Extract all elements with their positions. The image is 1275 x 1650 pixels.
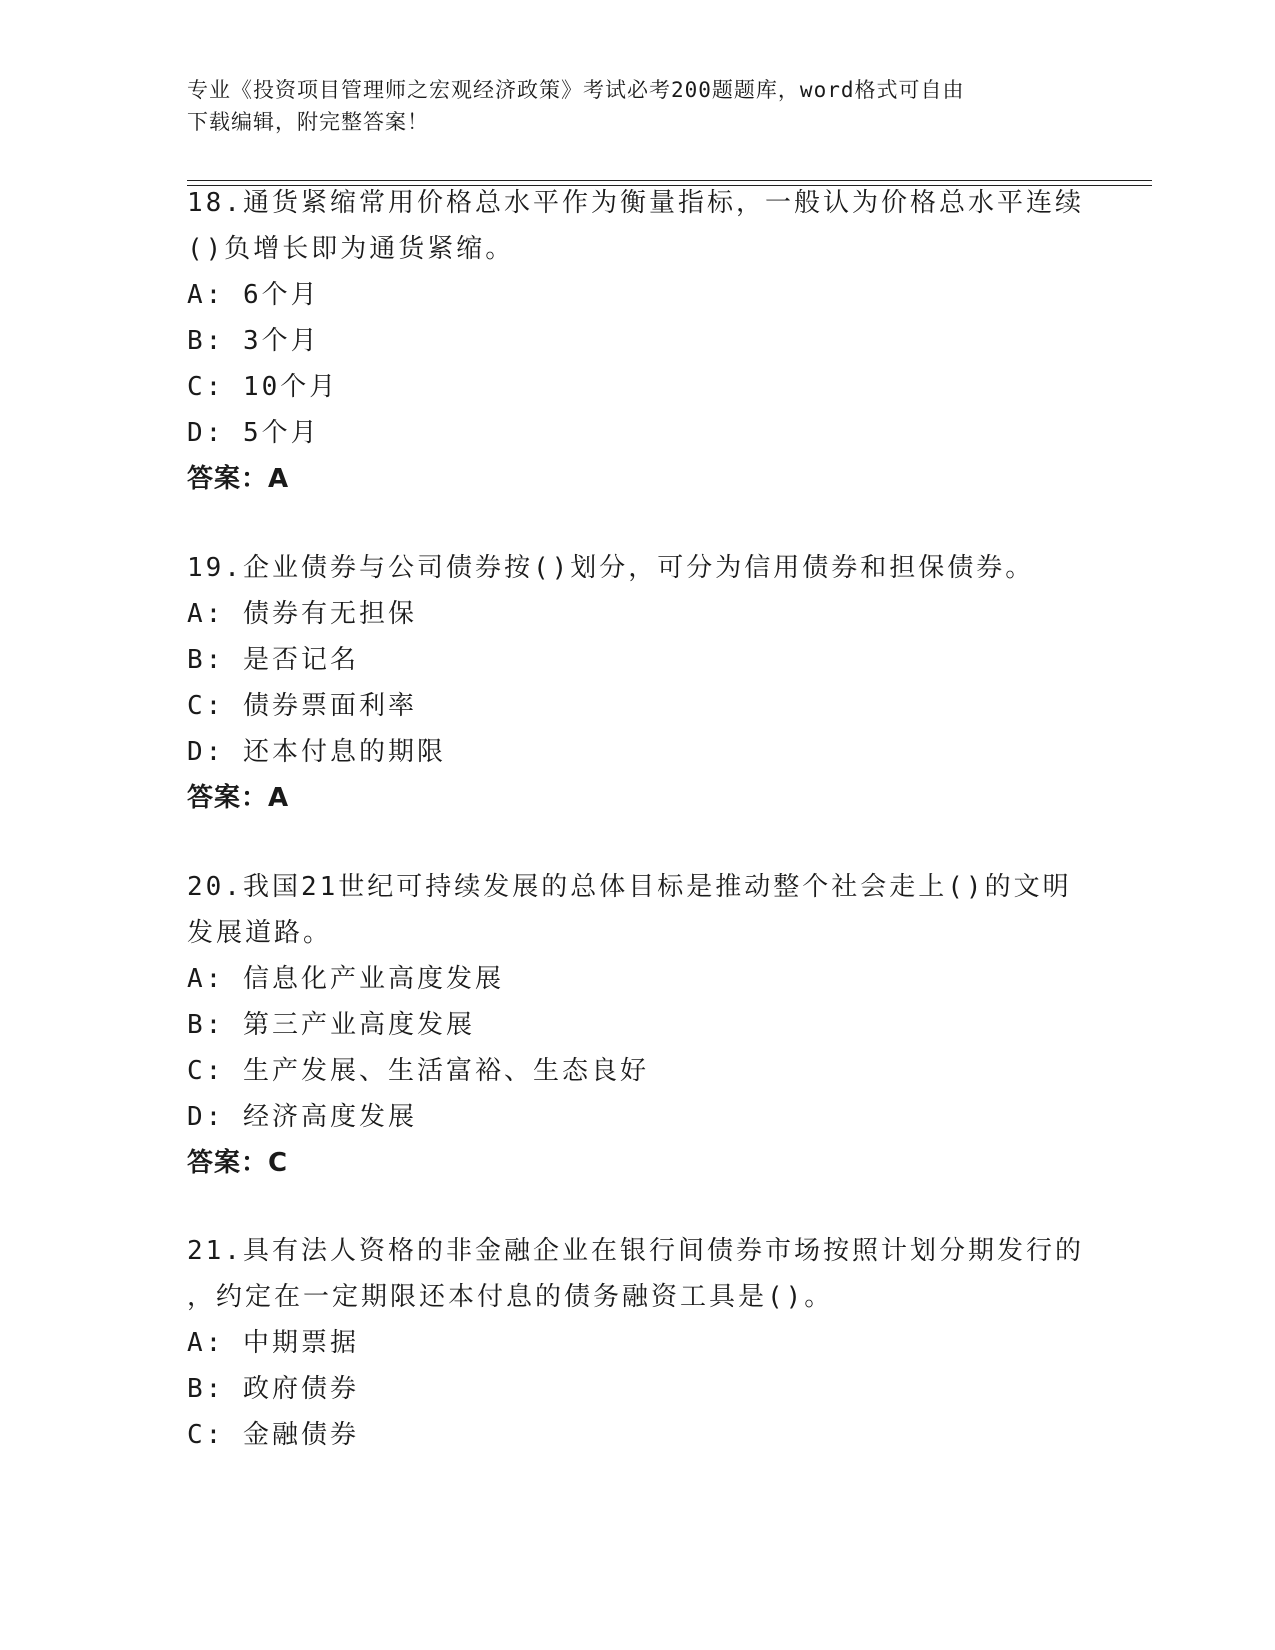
question-stem-line: 21.具有法人资格的非金融企业在银行间债券市场按照计划分期发行的: [187, 1236, 1084, 1266]
question-stem-line: 发展道路。: [187, 918, 333, 948]
option-b: B: 3个月: [187, 326, 320, 356]
header-line-2: 下载编辑，附完整答案！: [187, 110, 429, 134]
question-19: [187, 545, 1034, 821]
document-header: [187, 74, 1067, 138]
option-a: A: 中期票据: [187, 1328, 359, 1358]
question-stem-line: 20.我国21世纪可持续发展的总体目标是推动整个社会走上()的文明: [187, 872, 1072, 902]
question-stem-line: 19.企业债券与公司债券按()划分，可分为信用债券和担保债券。: [187, 553, 1035, 583]
option-b: B: 第三产业高度发展: [187, 1010, 475, 1040]
answer: 答案：A: [187, 464, 290, 494]
question-21: [187, 1228, 1084, 1458]
option-a: A: 信息化产业高度发展: [187, 964, 504, 994]
option-c: C: 10个月: [187, 372, 339, 402]
question-stem-line: ，约定在一定期限还本付息的债务融资工具是()。: [187, 1282, 834, 1312]
option-d: D: 5个月: [187, 418, 320, 448]
question-stem-line: 18.通货紧缩常用价格总水平作为衡量指标，一般认为价格总水平连续: [187, 188, 1084, 218]
option-a: A: 6个月: [187, 280, 320, 310]
question-20: [187, 864, 1072, 1186]
option-c: C: 债券票面利率: [187, 691, 417, 721]
option-d: D: 还本付息的期限: [187, 737, 446, 767]
option-c: C: 金融债券: [187, 1420, 359, 1450]
option-b: B: 是否记名: [187, 645, 359, 675]
answer: 答案：A: [187, 783, 290, 813]
option-a: A: 债券有无担保: [187, 599, 417, 629]
question-stem-line: ()负增长即为通货紧缩。: [187, 234, 515, 264]
answer: 答案：C: [187, 1148, 289, 1178]
option-b: B: 政府债券: [187, 1374, 359, 1404]
option-d: D: 经济高度发展: [187, 1102, 417, 1132]
header-line-1: 专业《投资项目管理师之宏观经济政策》考试必考200题题库，word格式可自由: [187, 78, 965, 102]
option-c: C: 生产发展、生活富裕、生态良好: [187, 1056, 649, 1086]
question-18: [187, 180, 1084, 502]
